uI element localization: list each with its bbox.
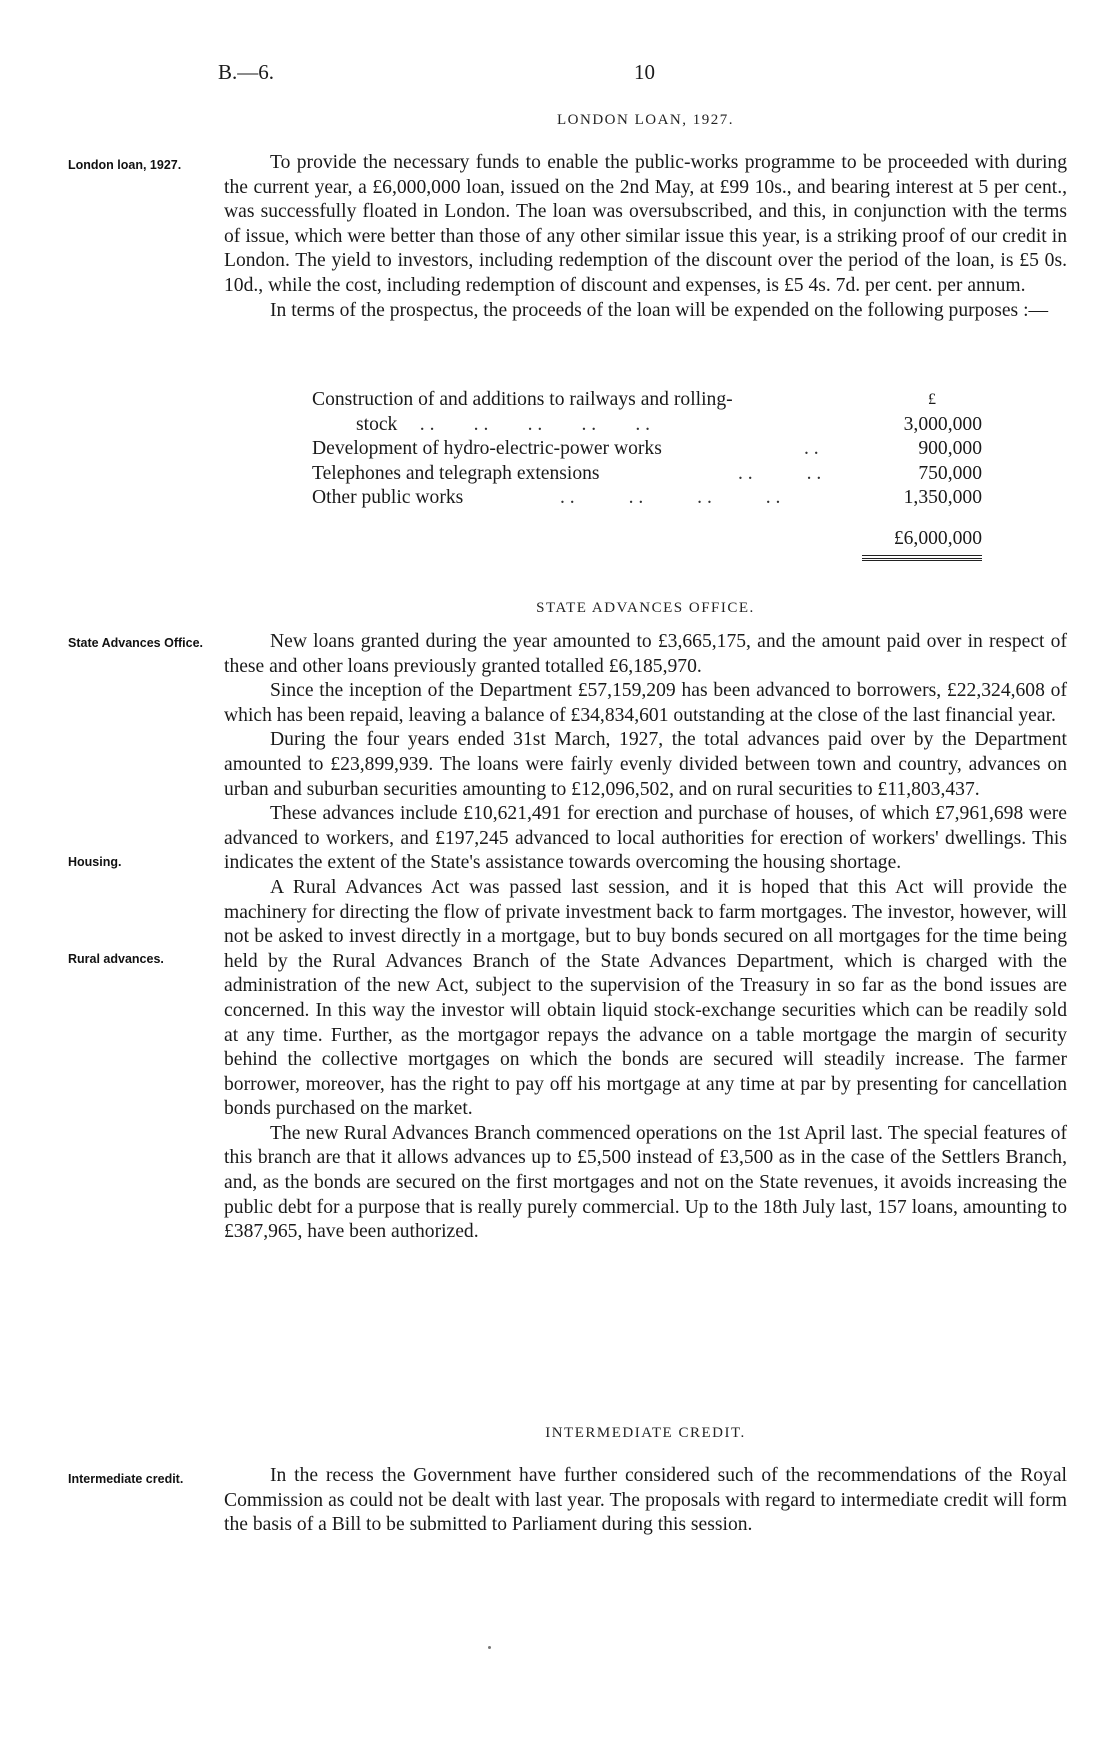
state-advances-body (224, 630, 1067, 1245)
rural-advances-paragraph-2: The new Rural Advances Branch commenced operations on the 1st April last. The special features of this branch are that it allows advances up to £5,500 instead of £3,500 as in the case of the Settlers Branch, and, as the bonds are secured on the first mortgages and not on the State revenues, it avoids increasing the public debt for a purpose that is really purely commercial. Up to the 18th July last, 157 loans, amounting to £387,965, have been authorized. (224, 1122, 1067, 1243)
intermediate-credit-paragraph: In the recess the Government have further considered such of the recommendations of the Royal Commission as could not be dealt with last year. The proposals with regard to intermediate credit will form the basis of a Bill to be submitted to Parliament during this session. (224, 1465, 1067, 1536)
leader-dots: . . . . (738, 462, 822, 484)
rural-advances-paragraph-1: A Rural Advances Act was passed last session, and it is hoped that this Act will provide the machinery for directing the flow of private investment back to farm mortgages. The investor, however, will not be asked to invest directly in a mortgage, but to buy bonds secured on all mortgages for the time being held by the Rural Advances Branch of the State Advances Department, which is charged with the administration of the new Act, subject to the supervision of the Treasury in so far as the bond issues are concerned. In this way the investor will obtain liquid stock-exchange securities which can be readily sold at any time. Further, as the mortgagor repays the advance on a table mortgage the margin of security behind the collective mortgages on which the bonds are secured will steadily increase. The farmer borrower, moreover, has the right to pay off his mortgage at any time at par by presenting for cancellation bonds purchased on the market. (224, 876, 1067, 1120)
intermediate-credit-heading: INTERMEDIATE CREDIT. (545, 1425, 746, 1441)
row-amount: 750,000 (918, 462, 982, 484)
print-speck (488, 1646, 491, 1649)
table-row (312, 486, 982, 511)
row-description-continued: stock (356, 413, 398, 435)
side-note-intermediate-credit: Intermediate credit. (68, 1472, 184, 1486)
table-row (312, 388, 982, 413)
total-double-rule (862, 558, 982, 561)
side-note-london-loan: London loan, 1927. (68, 158, 182, 172)
row-amount: 3,000,000 (903, 413, 982, 435)
london-loan-paragraph-2: In terms of the prospectus, the proceeds of the loan will be expended on the following purposes :— (270, 299, 1049, 321)
table-row (312, 437, 982, 462)
row-description: Telephones and telegraph extensions (312, 462, 600, 484)
table-total: £6,000,000 (893, 527, 982, 549)
state-advances-paragraph-3: During the four years ended 31st March, 1927, the total advances paid over by the Department amounted to £23,899,939. The loans were fairly evenly divided between town and country, advances on urban and suburban securities amounting to £12,096,502, and on rural securities to £11,803,437. (224, 729, 1067, 800)
side-note-state-advances: State Advances Office. (68, 636, 204, 650)
housing-paragraph: These advances include £10,621,491 for erection and purchase of houses, of which £7,961,698 were advanced to workers, and £197,245 advanced to local authorities for erection of workers' dwellings. This indicates the extent of the State's assistance towards overcoming the housing shortage. (224, 803, 1067, 874)
leader-dots: . . (804, 438, 819, 460)
intermediate-credit-body (224, 1464, 1067, 1538)
row-amount: 1,350,000 (903, 487, 982, 509)
table-total-row (312, 527, 982, 557)
row-amount: 900,000 (918, 438, 982, 460)
leader-dots: . . . . . . . . . . (410, 413, 651, 435)
loan-purposes-table (312, 388, 982, 557)
state-advances-heading: STATE ADVANCES OFFICE. (536, 600, 755, 616)
london-loan-heading: LONDON LOAN, 1927. (557, 112, 734, 128)
page-number: 10 (634, 60, 655, 84)
row-description: Construction of and additions to railways and rolling- (312, 389, 733, 410)
table-row (312, 413, 982, 438)
side-note-housing: Housing. (68, 855, 122, 869)
document-reference: B.—6. (218, 60, 275, 84)
side-note-rural-advances: Rural advances. (68, 952, 164, 966)
london-loan-paragraph-1: To provide the necessary funds to enable the public-works programme to be proceeded with during the current year, a £6,000,000 loan, issued on the 2nd May, at £99 10s., and bearing interest at 5 per cent., was successfully floated in London. The loan was oversubscribed, and this, in conjunction with the terms of issue, which were better than those of any other similar issue this year, is a striking proof of our credit in London. The yield to investors, including redemption of the discount over the period of the loan, is £5 0s. 10d., while the cost, including redemption of discount and expenses, is £5 4s. 7d. per cent. per annum. (224, 152, 1067, 296)
page-header (0, 60, 1114, 90)
row-description: Development of hydro-electric-power works (312, 438, 662, 460)
currency-symbol: £ (928, 391, 936, 408)
london-loan-body (224, 151, 1067, 323)
table-row (312, 462, 982, 487)
row-description: Other public works (312, 487, 464, 509)
leader-dots: . . . . . . . . (560, 487, 781, 509)
state-advances-paragraph-1: New loans granted during the year amounted to £3,665,175, and the amount paid over in respect of these and other loans previously granted totalled £6,185,970. (224, 631, 1067, 677)
state-advances-paragraph-2: Since the inception of the Department £57,159,209 has been advanced to borrowers, £22,324,608 of which has been repaid, leaving a balance of £34,834,601 outstanding at the close of the last financial year. (224, 680, 1067, 726)
total-rule (862, 555, 982, 556)
